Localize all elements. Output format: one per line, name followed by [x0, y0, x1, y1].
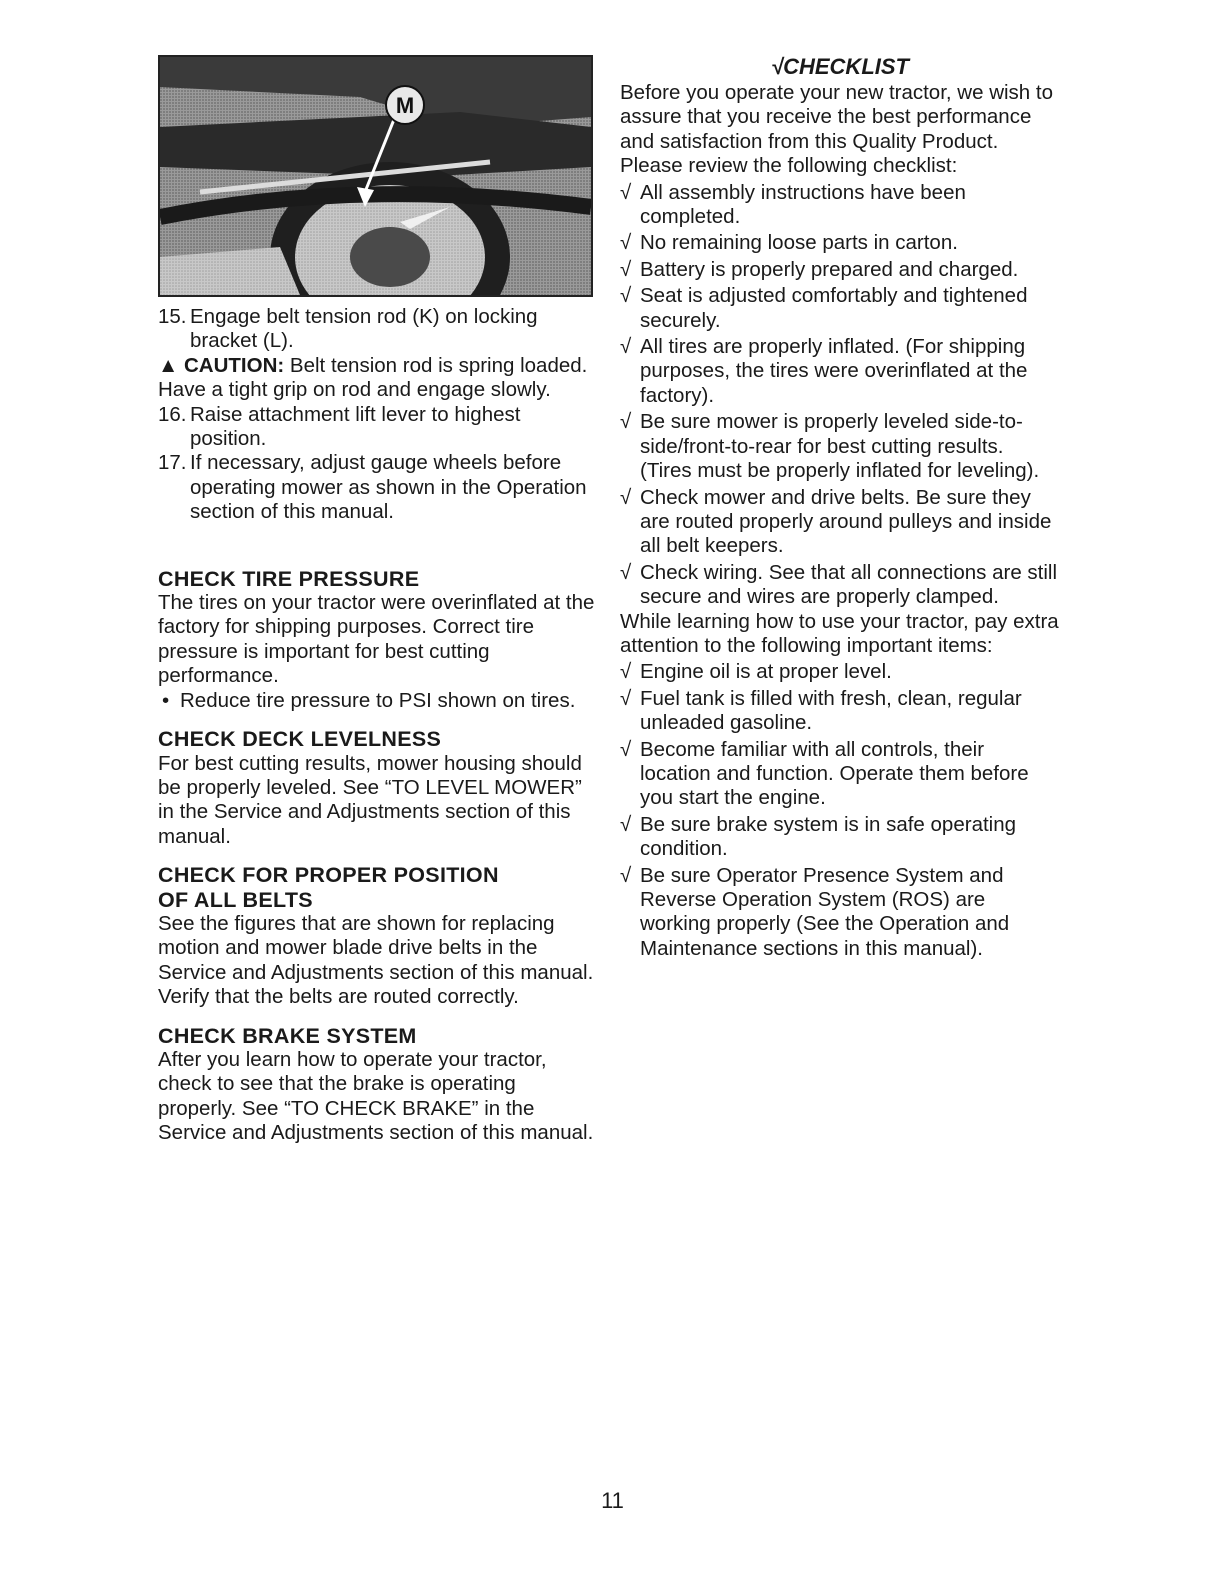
checklist-item: [620, 561, 1060, 610]
checklist-item: [620, 231, 1060, 255]
checkmark-icon: √: [620, 410, 632, 434]
checklist-item: [620, 335, 1060, 408]
deck-levelness-heading: CHECK DECK LEVELNESS: [158, 727, 442, 752]
checklist-item-text: Be sure brake system is in safe operating condition.: [640, 812, 1017, 861]
belts-heading-line1: CHECK FOR PROPER POSITION: [158, 863, 499, 888]
belts-body: See the figures that are shown for replacing motion and mower blade drive belts in the Service and Adjustments section of this manual. Verify that the belts are routed correctly.: [158, 911, 594, 1009]
checklist-item-text: Seat is adjusted comfortably and tightened securely.: [640, 284, 1028, 332]
checkmark-icon: √: [620, 335, 632, 359]
bullet-dot-icon: •: [162, 688, 170, 712]
tire-pressure-heading: CHECK TIRE PRESSURE: [158, 566, 420, 591]
checklist-item: [620, 284, 1060, 333]
belt-tension-photo: [158, 55, 593, 297]
checklist-item-text: All tires are properly inflated. (For shipping purposes, the tires were overinflated at the factory).: [640, 335, 1028, 407]
step-number: 16.: [158, 402, 187, 426]
checkmark-icon: √: [620, 485, 632, 509]
step-17: [158, 451, 598, 524]
checklist-item: [620, 181, 1060, 230]
checkmark-icon: √: [620, 812, 632, 836]
checkmark-icon: √: [620, 231, 632, 255]
step-number: 15.: [158, 305, 187, 328]
page-number: 11: [601, 1488, 624, 1513]
checkmark-icon: √: [620, 180, 632, 204]
belts-heading-line2: OF ALL BELTS: [158, 887, 313, 912]
step-16: [158, 403, 598, 452]
tractor-underside-illustration: [160, 57, 591, 295]
caution-note: [158, 354, 598, 403]
bullet-text: Reduce tire pressure to PSI shown on tires.: [180, 688, 576, 712]
checkmark-icon: √: [620, 560, 632, 584]
checkmark-icon: √: [620, 737, 632, 761]
checklist-item-text: Check mower and drive belts. Be sure they are routed properly around pulleys and inside all belt keepers.: [640, 485, 1052, 558]
checkmark-icon: √: [620, 284, 632, 308]
checklist-item-text: Battery is properly prepared and charged.: [640, 257, 1019, 281]
checklist-item-text: Check wiring. See that all connections are still secure and wires are properly clamped.: [640, 560, 1058, 609]
step-number: 17.: [158, 451, 187, 475]
checklist-item-text: Engine oil is at proper level.: [640, 660, 892, 684]
checkmark-icon: √: [620, 660, 632, 684]
photo-callout-label: M: [395, 93, 415, 118]
warning-triangle-icon: ▲: [158, 353, 179, 377]
caution-text: Belt tension rod is spring loaded. Have a tight grip on rod and engage slowly.: [158, 353, 588, 402]
checklist-item: [620, 258, 1060, 282]
left-column: [158, 55, 598, 1146]
brake-heading: CHECK BRAKE SYSTEM: [158, 1023, 417, 1048]
checklist-item-text: Fuel tank is filled with fresh, clean, regular unleaded gasoline.: [640, 686, 1022, 735]
checklist-item: [620, 813, 1060, 862]
checklist-intro: Before you operate your new tractor, we wish to assure that you receive the best performance and satisfaction from this Quality Product.: [620, 81, 1054, 153]
checklist-item: [620, 738, 1060, 811]
checklist-item: [620, 864, 1060, 962]
checklist-learning: While learning how to use your tractor, pay extra attention to the following important items:: [620, 609, 1059, 657]
checklist-item-text: Become familiar with all controls, their location and function. Operate them before you start the engine.: [640, 737, 1029, 810]
checklist-item: [620, 486, 1060, 559]
brake-body: After you learn how to operate your tractor, check to see that the brake is operating properly. See “TO CHECK BRAKE” in the Service and Adjustments section of this manual.: [158, 1047, 594, 1145]
checklist-item-text: Be sure mower is properly leveled side-to-side/front-to-rear for best cutting results. (Tires must be properly inflated for leveling).: [640, 410, 1040, 483]
right-column: [620, 55, 1060, 961]
tire-pressure-bullet: [158, 689, 598, 713]
caution-label: CAUTION:: [184, 353, 285, 377]
checklist-item-text: Be sure Operator Presence System and Reverse Operation System (ROS) are working properly (See the Operation and Maintenance sections in this manual).: [640, 863, 1010, 960]
deck-levelness-body: For best cutting results, mower housing should be properly leveled. See “TO LEVEL MOWER” in the Service and Adjustments section of this manual.: [158, 751, 582, 848]
checkmark-icon: √: [620, 863, 632, 887]
tire-pressure-body: The tires on your tractor were overinflated at the factory for shipping purposes. Correct tire pressure is important for best cutting performance.: [158, 591, 595, 688]
checklist-item: [620, 687, 1060, 736]
checklist-item: [620, 660, 1060, 684]
step-text: If necessary, adjust gauge wheels before operating mower as shown in the Operation section of this manual.: [190, 451, 587, 524]
checklist-review: Please review the following checklist:: [620, 154, 958, 178]
checklist-title: √CHECKLIST: [771, 54, 909, 79]
checklist-item-text: All assembly instructions have been completed.: [640, 180, 966, 229]
step-text: Raise attachment lift lever to highest position.: [190, 402, 521, 451]
step-text: Engage belt tension rod (K) on locking bracket (L).: [190, 305, 538, 353]
checklist-item: [620, 410, 1060, 483]
checklist-item-text: No remaining loose parts in carton.: [640, 231, 958, 255]
step-15: [158, 305, 598, 354]
checkmark-icon: √: [620, 257, 632, 281]
checkmark-icon: √: [620, 686, 632, 710]
